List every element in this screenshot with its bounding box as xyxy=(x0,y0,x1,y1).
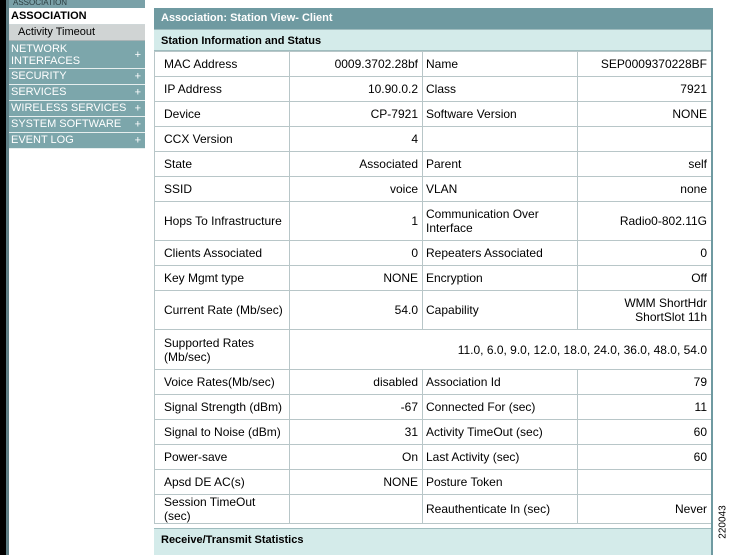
field-label: Session TimeOut (sec) xyxy=(155,495,290,524)
field-label: Capability xyxy=(423,291,578,330)
station-info-table xyxy=(154,51,712,524)
field-label: Activity TimeOut (sec) xyxy=(423,420,578,445)
sidebar-item-event-log[interactable] xyxy=(9,133,145,149)
table-row xyxy=(155,266,712,291)
field-value: 10.90.0.2 xyxy=(290,77,423,102)
field-label: Apsd DE AC(s) xyxy=(155,470,290,495)
field-value: CP-7921 xyxy=(290,102,423,127)
field-value: SEP0009370228BF xyxy=(578,52,712,77)
field-value: 4 xyxy=(290,127,423,152)
field-value xyxy=(578,127,712,152)
sidebar-item-label: SECURITY xyxy=(11,70,67,82)
station-view-panel xyxy=(154,8,711,524)
field-value: 11.0, 6.0, 9.0, 12.0, 18.0, 24.0, 36.0, 48.0, 54.0 xyxy=(290,330,712,370)
field-value: WMM ShortHdr ShortSlot 11h xyxy=(578,291,712,330)
field-value: 7921 xyxy=(578,77,712,102)
figure-id xyxy=(713,500,733,544)
field-label: Signal Strength (dBm) xyxy=(155,395,290,420)
sidebar-top-clipped xyxy=(9,0,145,8)
table-row xyxy=(155,177,712,202)
section-header-rx-tx-stats: Receive/Transmit Statistics xyxy=(154,528,711,555)
field-value: Never xyxy=(578,495,712,524)
field-label: Signal to Noise (dBm) xyxy=(155,420,290,445)
field-label: Class xyxy=(423,77,578,102)
field-label: Software Version xyxy=(423,102,578,127)
field-value: Radio0-802.11G xyxy=(578,202,712,241)
field-value: 60 xyxy=(578,445,712,470)
sidebar xyxy=(9,0,145,149)
field-value: 79 xyxy=(578,370,712,395)
table-row xyxy=(155,445,712,470)
figure-id-text: 220043 xyxy=(717,505,729,539)
field-label: Repeaters Associated xyxy=(423,241,578,266)
sidebar-item-services[interactable] xyxy=(9,85,145,101)
sidebar-item-label: NETWORK INTERFACES xyxy=(11,43,81,67)
table-row xyxy=(155,241,712,266)
field-value: On xyxy=(290,445,423,470)
field-value: none xyxy=(578,177,712,202)
field-label: State xyxy=(155,152,290,177)
field-label: VLAN xyxy=(423,177,578,202)
field-value: -67 xyxy=(290,395,423,420)
field-label: Supported Rates (Mb/sec) xyxy=(155,330,290,370)
sidebar-item-association[interactable]: ASSOCIATION xyxy=(9,8,145,25)
sidebar-subitem-activity-timeout[interactable]: Activity Timeout xyxy=(9,25,145,41)
sidebar-item-security[interactable] xyxy=(9,69,145,85)
field-label: SSID xyxy=(155,177,290,202)
field-label: Encryption xyxy=(423,266,578,291)
field-label: IP Address xyxy=(155,77,290,102)
field-value: 0 xyxy=(578,241,712,266)
table-row xyxy=(155,52,712,77)
field-label: Association Id xyxy=(423,370,578,395)
field-value: 0009.3702.28bf xyxy=(290,52,423,77)
field-label xyxy=(423,127,578,152)
expand-icon: + xyxy=(134,102,141,114)
table-row xyxy=(155,370,712,395)
field-value: Associated xyxy=(290,152,423,177)
sidebar-item-wireless-services[interactable] xyxy=(9,101,145,117)
table-row xyxy=(155,77,712,102)
field-label: Communication Over Interface xyxy=(423,202,578,241)
field-value: NONE xyxy=(290,470,423,495)
section-header-station-info: Station Information and Status xyxy=(154,29,711,51)
sidebar-item-label: SYSTEM SOFTWARE xyxy=(11,118,122,130)
field-label: Posture Token xyxy=(423,470,578,495)
table-row xyxy=(155,470,712,495)
field-value: NONE xyxy=(578,102,712,127)
field-value: NONE xyxy=(290,266,423,291)
table-row xyxy=(155,127,712,152)
sidebar-top-label: ASSOCIATION xyxy=(13,0,68,7)
expand-icon: + xyxy=(134,118,141,130)
field-label: Hops To Infrastructure xyxy=(155,202,290,241)
expand-icon: + xyxy=(134,134,141,146)
field-value: 11 xyxy=(578,395,712,420)
table-row xyxy=(155,202,712,241)
page-title: Association: Station View- Client xyxy=(154,8,711,29)
expand-icon: + xyxy=(134,70,141,82)
field-label: Device xyxy=(155,102,290,127)
field-label: MAC Address xyxy=(155,52,290,77)
sidebar-item-label: SERVICES xyxy=(11,86,67,98)
expand-icon: + xyxy=(134,48,141,61)
table-row xyxy=(155,102,712,127)
field-label: Voice Rates(Mb/sec) xyxy=(155,370,290,395)
field-label: Name xyxy=(423,52,578,77)
field-value: Off xyxy=(578,266,712,291)
field-label: Connected For (sec) xyxy=(423,395,578,420)
table-row xyxy=(155,495,712,524)
field-value: self xyxy=(578,152,712,177)
field-value: 60 xyxy=(578,420,712,445)
field-value: 1 xyxy=(290,202,423,241)
expand-icon: + xyxy=(134,86,141,98)
table-row xyxy=(155,330,712,370)
sidebar-item-label: EVENT LOG xyxy=(11,134,74,146)
field-value: 0 xyxy=(290,241,423,266)
table-row xyxy=(155,420,712,445)
field-label: Power-save xyxy=(155,445,290,470)
field-label: Reauthenticate In (sec) xyxy=(423,495,578,524)
table-row xyxy=(155,291,712,330)
field-value: disabled xyxy=(290,370,423,395)
sidebar-item-system-software[interactable] xyxy=(9,117,145,133)
table-row xyxy=(155,152,712,177)
field-label: Parent xyxy=(423,152,578,177)
field-value: voice xyxy=(290,177,423,202)
field-value: 54.0 xyxy=(290,291,423,330)
table-row xyxy=(155,395,712,420)
field-label: CCX Version xyxy=(155,127,290,152)
field-value xyxy=(578,470,712,495)
field-value xyxy=(290,495,423,524)
field-label: Current Rate (Mb/sec) xyxy=(155,291,290,330)
field-label: Last Activity (sec) xyxy=(423,445,578,470)
field-value: 31 xyxy=(290,420,423,445)
sidebar-item-label: WIRELESS SERVICES xyxy=(11,102,127,114)
panel-right-border xyxy=(711,8,713,555)
sidebar-item-network-interfaces[interactable] xyxy=(9,41,145,69)
field-label: Key Mgmt type xyxy=(155,266,290,291)
field-label: Clients Associated xyxy=(155,241,290,266)
